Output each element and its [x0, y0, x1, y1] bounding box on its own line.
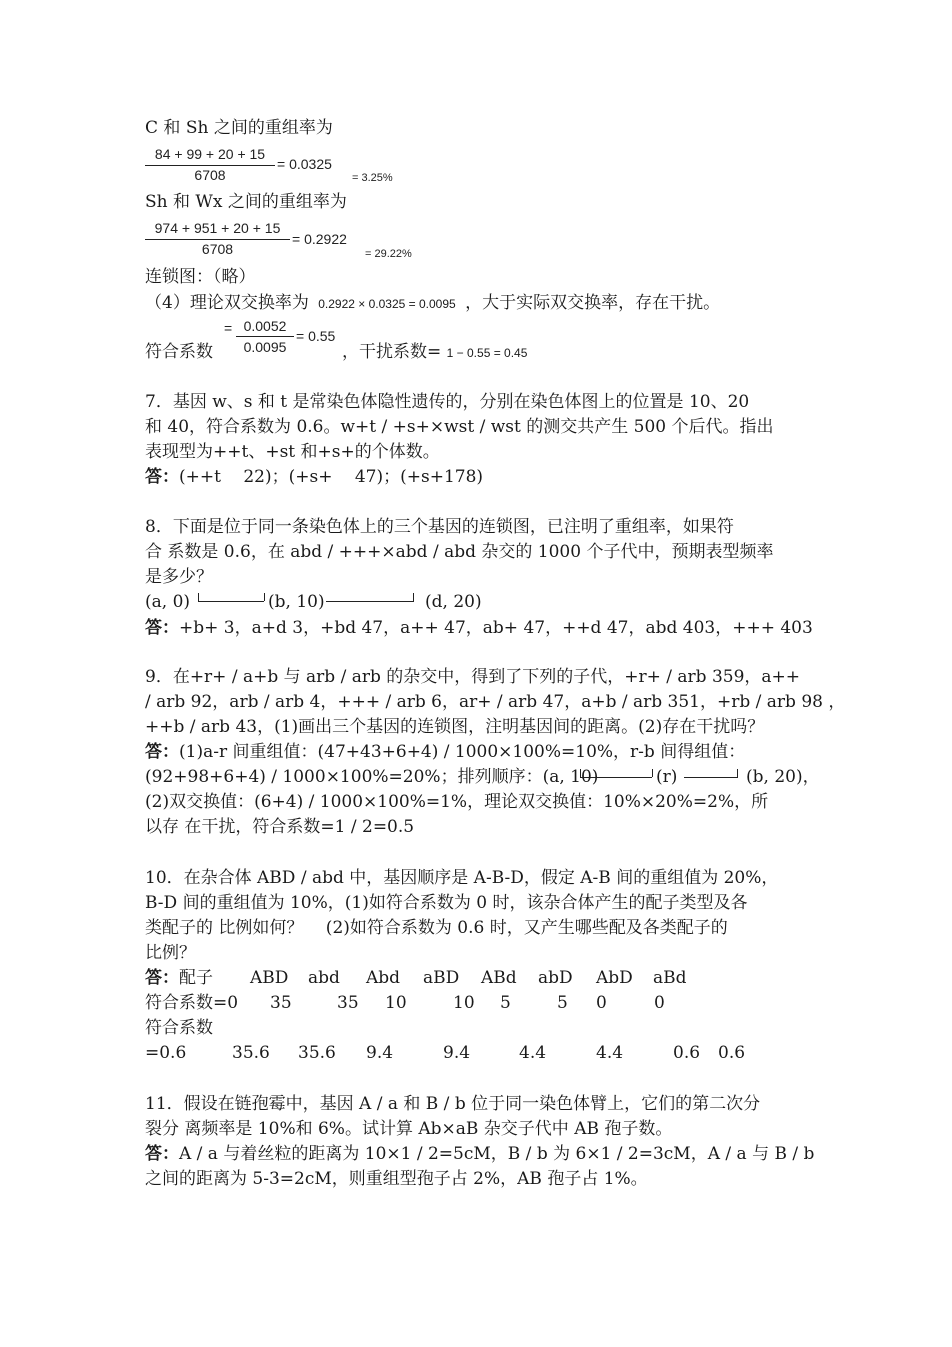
- q7-line-2: 和 40，符合系数为 0.6。w+t / +s+×wst / wst 的测交共产生 500 个后代。指出: [145, 417, 774, 437]
- fraction-sh-wx: [145, 220, 290, 260]
- q11-line-1: 11．假设在链孢霉中，基因 A / a 和 B / b 位于同一染色体臂上，它们的第二次分: [145, 1094, 761, 1114]
- fraction-numerator: 974 + 951 + 20 + 15: [154, 220, 281, 236]
- q8-line-2: 合 系数是 0.6，在 abd / +++×abd / abd 杂交的 1000 个子代中，预期表型频率: [145, 542, 774, 562]
- answer-label: 答：: [145, 968, 179, 988]
- q7-line-1: 7．基因 w、s 和 t 是常染色体隐性遗传的，分别在染色体图上的位置是 10、20: [145, 392, 750, 412]
- q10-line-2: B-D 间的重组值为 10%，(1)如符合系数为 0 时，该杂合体产生的配子类型及各: [145, 893, 748, 913]
- gamete-ratio: 5: [500, 993, 511, 1013]
- gamete-ratio: 0.6: [673, 1043, 701, 1063]
- q9-map-gene-b: (b, 20)，: [746, 767, 820, 787]
- gamete-type: ABD: [250, 968, 289, 988]
- interference-line: [342, 340, 527, 365]
- gamete-ratio: 35.6: [298, 1043, 336, 1063]
- q9-line-2: / arb 92，arb / arb 4，+++ / arb 6，ar+ / arb 47，a+b / arb 351，+rb / arb 98 ，: [145, 692, 846, 712]
- part4-line: [145, 291, 720, 316]
- answer-label: 答：: [145, 467, 179, 487]
- q11-answer-text-1: A / a 与着丝粒的距离为 10×1 / 2=5cM，B / b 为 6×1 / 2=3cM，A / a 与 B / b: [179, 1144, 815, 1164]
- map-tick: [580, 769, 581, 777]
- fraction-numerator: 84 + 99 + 20 + 15: [154, 146, 266, 162]
- q11-line-2: 裂分 离频率是 10%和 6%。试计算 Ab×aB 杂交子代中 AB 孢子数。: [145, 1119, 673, 1139]
- map-gene-b: (b, 10): [268, 592, 325, 612]
- coef-zero-label: 符合系数=0: [145, 993, 239, 1013]
- gamete-ratio: 10: [385, 993, 407, 1013]
- gamete-header-row: [145, 966, 213, 990]
- sh-wx-title: Sh 和 Wx 之间的重组率为: [145, 192, 347, 212]
- map-tick: [652, 769, 653, 777]
- q9-answer-2-pre: (92+98+6+4) / 1000×100%=20%；排列顺序：(a, 10): [145, 767, 599, 787]
- gamete-ratio: 10: [453, 993, 475, 1013]
- q7-line-3: 表现型为++t、+st 和+s+的个体数。: [145, 442, 440, 462]
- q7-answer-text: (++t 22)；(+s+ 47)；(+s+178): [179, 467, 484, 487]
- map-tick: [198, 593, 199, 601]
- fraction-denominator: 0.0095: [243, 339, 287, 355]
- c-sh-title: C 和 Sh 之间的重组率为: [145, 118, 333, 138]
- q11-answer-1: [145, 1142, 814, 1166]
- interference-expression: 1 − 0.55 = 0.45: [446, 346, 528, 360]
- q8-line-1: 8．下面是位于同一条染色体上的三个基因的连锁图，已注明了重组率，如果符: [145, 517, 734, 537]
- map-tick: [737, 769, 738, 777]
- q9-answer-1: [145, 740, 745, 764]
- fraction-c-sh: [145, 146, 275, 186]
- q8-answer-text: +b+ 3，a+d 3，+bd 47，a++ 47，ab+ 47，++d 47，abd 403，+++ 403: [179, 618, 813, 638]
- gamete-type: aBD: [423, 968, 460, 988]
- fraction-c-sh-result: = 0.0325: [277, 156, 332, 172]
- gamete-type: abD: [538, 968, 573, 988]
- answer-label: 答：: [145, 742, 179, 762]
- gamete-type: aBd: [653, 968, 687, 988]
- map-segment: [198, 601, 264, 602]
- fraction-sh-wx-result: = 0.2922: [292, 231, 347, 247]
- map-tick: [264, 593, 265, 601]
- coef-label: 符合系数: [145, 342, 213, 362]
- fraction-numerator: 0.0052: [243, 318, 287, 334]
- answer-label: 答：: [145, 618, 179, 638]
- coef-06-label-1: 符合系数: [145, 1018, 213, 1038]
- fraction-denominator: 6708: [194, 167, 226, 183]
- fraction-bar: [236, 336, 294, 337]
- gamete-ratio: 0.6: [718, 1043, 746, 1063]
- gamete-ratio: 9.4: [443, 1043, 471, 1063]
- q9-answer-text-1: (1)a-r 间重组值：(47+43+6+4) / 1000×100%=10%，r-b 间得组值：: [179, 742, 746, 762]
- gamete-ratio: 4.4: [596, 1043, 624, 1063]
- q9-answer-3: (2)双交换值：(6+4) / 1000×100%=1%，理论双交换值：10%×20%=2%，所: [145, 792, 769, 812]
- q7-answer: [145, 465, 483, 489]
- gamete-type: Abd: [366, 968, 401, 988]
- gamete-ratio: 9.4: [366, 1043, 394, 1063]
- sh-wx-percent: = 29.22%: [365, 248, 412, 260]
- gamete-type: AbD: [596, 968, 633, 988]
- map-segment: [684, 777, 738, 778]
- q9-answer-4: 以存 在干扰，符合系数=1 / 2=0.5: [145, 817, 415, 837]
- map-gene-d: (d, 20): [425, 592, 482, 612]
- coef-06-label-2: =0.6: [145, 1043, 187, 1063]
- coef-eq-pre: =: [224, 320, 233, 336]
- q10-line-4: 比例？: [145, 943, 196, 963]
- gamete-ratio: 0: [654, 993, 665, 1013]
- map-segment: [580, 777, 652, 778]
- gamete-ratio: 35: [270, 993, 292, 1013]
- map-segment: [326, 601, 414, 602]
- gamete-label: 配子: [179, 968, 213, 988]
- fraction-bar: [145, 239, 290, 240]
- c-sh-percent: = 3.25%: [352, 172, 393, 184]
- fraction-denominator: 6708: [201, 241, 234, 257]
- q9-map-gene-r: (r): [656, 767, 678, 787]
- fraction-coefficient: [236, 318, 294, 358]
- q8-line-3: 是多少？: [145, 567, 213, 587]
- q11-answer-2: 之间的距离为 5-3=2cM，则重组型孢子占 2%，AB 孢子占 1%。: [145, 1169, 648, 1189]
- q9-line-3: ++b / arb 43，(1)画出三个基因的连锁图，注明基因间的距离。(2)存在干扰吗？: [145, 717, 765, 737]
- q8-answer: [145, 616, 813, 640]
- gamete-ratio: 4.4: [519, 1043, 547, 1063]
- q10-line-3: 类配子的 比例如何？ (2)如符合系数为 0.6 时，又产生哪些配及各类配子的: [145, 918, 728, 938]
- gamete-ratio: 5: [557, 993, 568, 1013]
- gamete-type: abd: [308, 968, 340, 988]
- map-gene-a: (a, 0): [145, 592, 191, 612]
- gamete-ratio: 35: [337, 993, 359, 1013]
- q10-line-1: 10．在杂合体 ABD / abd 中，基因顺序是 A-B-D，假定 A-B 间的重组值为 20%，: [145, 868, 779, 888]
- gamete-ratio: 0: [596, 993, 607, 1013]
- gamete-ratio: 35.6: [232, 1043, 270, 1063]
- answer-label: 答：: [145, 1144, 179, 1164]
- coef-result: = 0.55: [296, 328, 336, 344]
- part4-text-b: ，大于实际双交换率，存在干扰。: [465, 293, 721, 313]
- q9-line-1: 9．在+r+ / a+b 与 arb / arb 的杂交中，得到了下列的子代，+r+ / arb 359，a++: [145, 667, 801, 687]
- gamete-type: ABd: [481, 968, 517, 988]
- part4-text-a: （4）理论双交换率为: [145, 293, 309, 313]
- fraction-bar: [145, 165, 275, 166]
- linkage-map-note: 连锁图：（略）: [145, 267, 256, 287]
- interference-label: ，干扰系数=: [342, 342, 442, 362]
- map-tick: [413, 593, 414, 601]
- part4-expression: 0.2922 × 0.0325 = 0.0095: [318, 297, 456, 311]
